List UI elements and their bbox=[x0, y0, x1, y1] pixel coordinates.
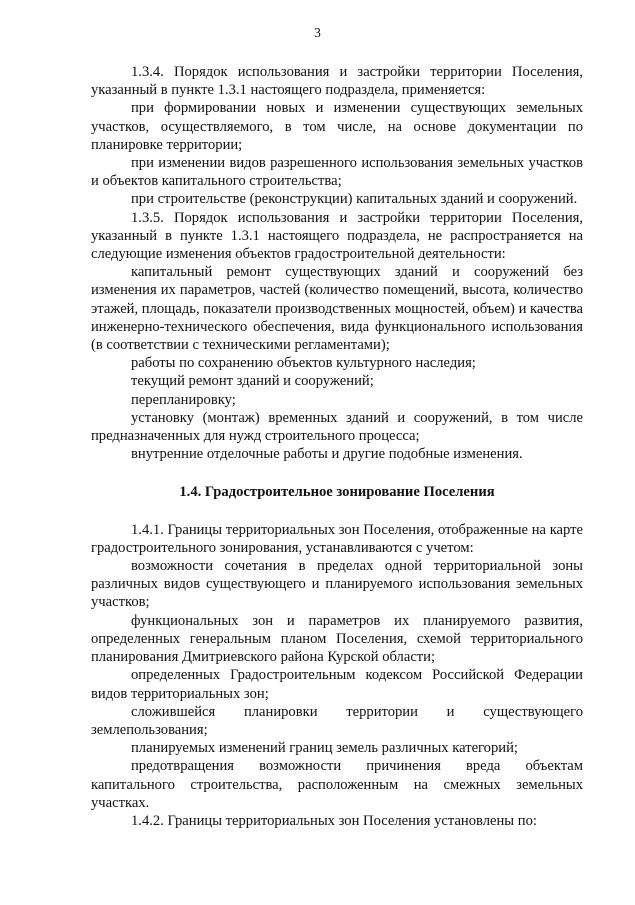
paragraph-1-4-2: 1.4.2. Границы территориальных зон Поселения установлены по: bbox=[131, 812, 537, 829]
paragraph-1-3-5: 1.3.5. Порядок использования и застройки территории Поселения, указанный в пункте 1.3.1 настоящего подраздела, не распространяется на следующие изменения объектов градостроительной деятельности: bbox=[91, 209, 583, 263]
list-item-functional-zones: функциональных зон и параметров их планируемого развития, определенных генеральным планом Поселения, схемой территориального планирования Дмитриевского района Курской области; bbox=[91, 612, 583, 666]
list-item-temporary-buildings: установку (монтаж) временных зданий и сооружений, в том числе предназначенных для нужд строительного процесса; bbox=[91, 409, 583, 445]
section-heading-1-4: 1.4. Градостроительное зонирование Поселения bbox=[179, 484, 495, 501]
list-item-zone-types: определенных Градостроительным кодексом Российской Федерации видов территориальных зон; bbox=[91, 667, 583, 702]
list-item-construction: при строительстве (реконструкции) капитальных зданий и сооружений. bbox=[131, 191, 578, 208]
list-item-permitted-use: при изменении видов разрешенного использования земельных участков и объектов капитального строительства; bbox=[91, 155, 583, 190]
page-number: 3 bbox=[314, 25, 321, 40]
list-item-combination: возможности сочетания в пределах одной территориальной зоны различных видов существующего и планируемого использования земельных участков; bbox=[91, 558, 583, 611]
list-item-harm-prevention: предотвращения возможности причинения вреда объектам капитального строительства, расположенным на смежных земельных участках. bbox=[91, 758, 583, 811]
list-item-replanning: перепланировку; bbox=[131, 391, 236, 408]
list-item-current-repair: текущий ремонт зданий и сооружений; bbox=[131, 373, 374, 390]
list-item-capital-repair: капитальный ремонт существующих зданий и сооружений без изменения их параметров, частей (количество помещений, высота, количество этажей, площадь, показатели производственных мощностей, объем) и качества инженерно-технического обеспечения, вида функционального использования (в соответствии с техническими регламентами); bbox=[91, 264, 583, 354]
list-item-heritage: работы по сохранению объектов культурного наследия; bbox=[131, 355, 476, 372]
paragraph-1-3-4: 1.3.4. Порядок использования и застройки территории Поселения, указанный в пункте 1.3.1 настоящего подраздела, применяется: bbox=[91, 64, 583, 99]
list-item-land-categories: планируемых изменений границ земель различных категорий; bbox=[131, 740, 518, 757]
document-body bbox=[91, 63, 583, 830]
paragraph-1-4-1: 1.4.1. Границы территориальных зон Поселения, отображенные на карте градостроительного зонирования, устанавливаются с учетом: bbox=[91, 521, 583, 556]
list-item-existing-layout: сложившейся планировки территории и существующего землепользования; bbox=[91, 703, 583, 738]
list-item-interior-works: внутренние отделочные работы и другие подобные изменения. bbox=[131, 446, 523, 463]
list-item-land-plots: при формировании новых и изменении существующих земельных участков, осуществляемого, в том числе, на основе документации по планировке территории; bbox=[91, 100, 583, 153]
